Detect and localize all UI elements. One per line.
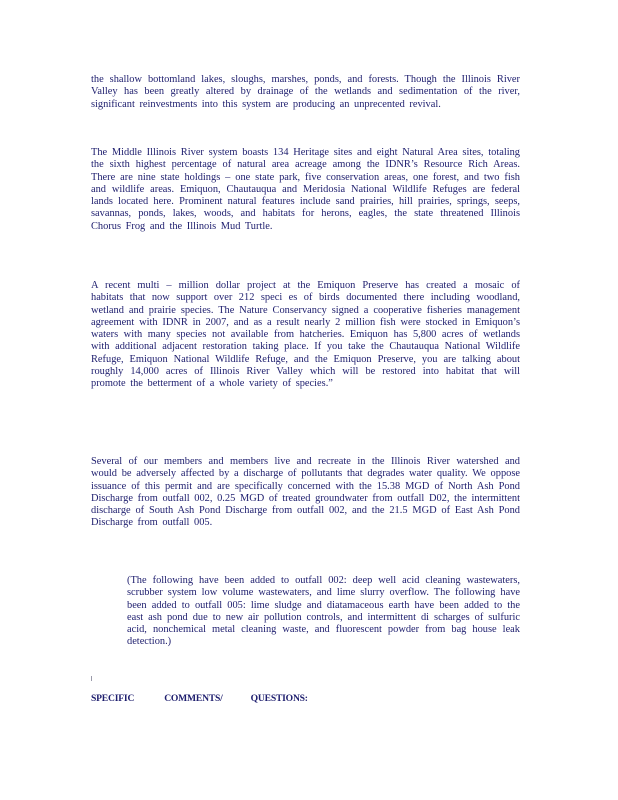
heading-word-comments: COMMENTS/ <box>164 693 223 704</box>
paragraph-members-concern: Several of our members and members live and recreate in the Illinois River watershed and would be adversely affected by a discharge of pollutants that degrades water quality. We oppose issuance of this permit and are specifically concerned with the 15.38 MGD of North Ash Pond Discharge from outfall 002, 0.25 MGD of treated groundwater from outfall D02, the intermittent discharge of South Ash Pond Discharge from outfall 002, and the 21.5 MGD of East Ash Pond Discharge from outfall 005. <box>91 456 520 529</box>
paragraph-middle-illinois-river: The Middle Illinois River system boasts 134 Heritage sites and eight Natural Area sites, totaling the sixth highest percentage of natural area acreage among the IDNR’s Resource Rich Areas. There are nine state holdings – one state park, five conservation areas, one forest, and two fish and wildlife areas. Emiquon, Chautauqua and Meridosia National Wildlife Refuges are federal lands located here. Prominent natural features include sand prairies, hill prairies, springs, seeps, savannas, ponds, lakes, woods, and habitats for herons, eagles, the state threatened Illinois Chorus Frog and the Illinois Mud Turtle. <box>91 147 520 232</box>
heading-word-specific: SPECIFIC <box>91 693 135 704</box>
heading-word-questions: QUESTIONS: <box>250 693 308 704</box>
paragraph-outfall-additions: (The following have been added to outfall 002: deep well acid cleaning wastewaters, scrubber system low volume wastewaters, and lime slurry overflow. The following have been added to outfall 005: lime sludge and diatamaceous earth have been added to the east ash pond due to new air pollution controls, and intermittent di scharges of sulfuric acid, nonchemical metal cleaning waste, and fluorescent powder from bag house leak detection.) <box>127 575 520 648</box>
section-heading <box>91 693 308 704</box>
stray-mark <box>91 676 92 681</box>
paragraph-wetlands-intro: the shallow bottomland lakes, sloughs, marshes, ponds, and forests. Though the Illinois River Valley has been greatly altered by drainage of the wetlands and sedimentation of the river, significant reinvestments into this system are producing an unprecented revival. <box>91 74 520 110</box>
paragraph-emiquon-preserve: A recent multi – million dollar project at the Emiquon Preserve has created a mosaic of habitats that now support over 212 speci es of birds documented there including woodland, wetland and prairie species. The Nature Conservancy signed a cooperative fisheries management agreement with IDNR in 2007, and as a result nearly 2 million fish were stocked in Emiquon’s waters with many species not available from hatcheries. Emiquon has 5,800 acres of wetlands with additional adjacent restoration taking place. If you take the Chautauqua National Wildlife Refuge, Emiquon National Wildlife Refuge, and the Emiquon Preserve, you are talking about roughly 14,000 acres of Illinois River Valley which will be restored into habitat that will promote the betterment of a whole variety of species.” <box>91 280 520 390</box>
